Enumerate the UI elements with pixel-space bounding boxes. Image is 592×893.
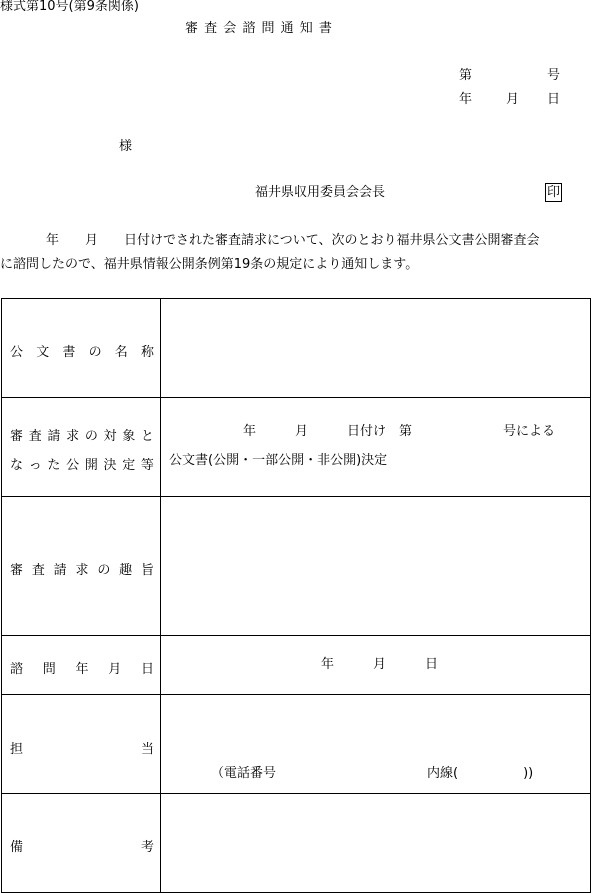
label-char: 査: [28, 429, 42, 444]
body-line-1: 年 月 日付けでされた審査請求について、次のとおり福井県公文書公開審査会: [46, 233, 540, 248]
value-inquiry-date[interactable]: [161, 636, 591, 695]
addressee-suffix: 様: [119, 139, 133, 154]
value-contact[interactable]: [161, 695, 591, 794]
label-char: 審: [10, 563, 24, 578]
label-char: 文: [36, 345, 50, 360]
form-number: 様式第10号(第9条関係): [0, 0, 139, 14]
seal-mark: 印: [547, 185, 561, 200]
label-char: 趣: [119, 563, 133, 578]
value-remarks[interactable]: [161, 794, 591, 893]
reference-number-suffix: 号: [547, 68, 561, 83]
phone-number-label: （電話番号: [211, 766, 277, 781]
label-char: 備: [10, 840, 24, 855]
inquiry-date-text: 年 月 日: [321, 657, 439, 672]
label-char: た: [47, 458, 61, 473]
date-month: 月: [506, 92, 520, 107]
label-char: 請: [53, 563, 67, 578]
label-char: っ: [28, 458, 42, 473]
label-char: 名: [114, 345, 128, 360]
decision-type-line: 公文書(公開・一部公開・非公開)決定: [169, 453, 388, 468]
label-char: 称: [140, 345, 154, 360]
label-char: 月: [108, 662, 122, 677]
table-row-inquiry-date: [2, 636, 591, 695]
date-day: 日: [547, 92, 561, 107]
label-inquiry-date: [2, 636, 161, 695]
label-char: 等: [140, 458, 154, 473]
table-row-contact: [2, 695, 591, 794]
label-purpose: [2, 497, 161, 636]
label-char: 当: [140, 742, 154, 757]
label-char: 公: [10, 345, 24, 360]
label-char: 求: [75, 563, 89, 578]
label-char: 査: [31, 563, 45, 578]
label-char: 日: [140, 662, 154, 677]
reference-number-label: 第: [459, 68, 473, 83]
extension-label: 内線( )): [427, 766, 534, 781]
label-char: 問: [42, 662, 56, 677]
label-char: の: [88, 345, 102, 360]
label-char: 請: [47, 429, 61, 444]
label-char: 審: [10, 429, 24, 444]
label-char: 担: [10, 742, 24, 757]
decision-date-line: 年 月 日付け 第 号による: [243, 424, 556, 439]
label-contact: [2, 695, 161, 794]
label-char: 旨: [140, 563, 154, 578]
label-decision: [2, 398, 161, 497]
label-char: 定: [122, 458, 136, 473]
label-char: 公: [66, 458, 80, 473]
label-char: 開: [84, 458, 98, 473]
label-char: 求: [66, 429, 80, 444]
label-char: 決: [103, 458, 117, 473]
document-title: 審 査 会 諮 問 通 知 書: [185, 21, 333, 36]
label-char: 年: [75, 662, 89, 677]
label-char: の: [84, 429, 98, 444]
body-line-2: に諮問したので、福井県情報公開条例第19条の規定により通知します。: [0, 257, 419, 272]
label-char: 対: [103, 429, 117, 444]
label-char: 書: [62, 345, 76, 360]
label-char: 象: [122, 429, 136, 444]
date-year: 年: [459, 92, 473, 107]
table-row-decision: [2, 398, 591, 497]
label-remarks: [2, 794, 161, 893]
label-char: と: [140, 429, 154, 444]
sender-name: 福井県収用委員会会長: [255, 185, 386, 200]
value-document-name[interactable]: [161, 299, 591, 398]
value-purpose[interactable]: [161, 497, 591, 636]
label-char: の: [97, 563, 111, 578]
table-row-remarks: [2, 794, 591, 893]
label-char: な: [10, 458, 24, 473]
table-row-purpose: [2, 497, 591, 636]
label-char: 諮: [10, 662, 24, 677]
label-document-name: [2, 299, 161, 398]
notice-table: [1, 298, 591, 893]
table-row-document-name: [2, 299, 591, 398]
label-char: 考: [140, 840, 154, 855]
value-decision[interactable]: [161, 398, 591, 497]
